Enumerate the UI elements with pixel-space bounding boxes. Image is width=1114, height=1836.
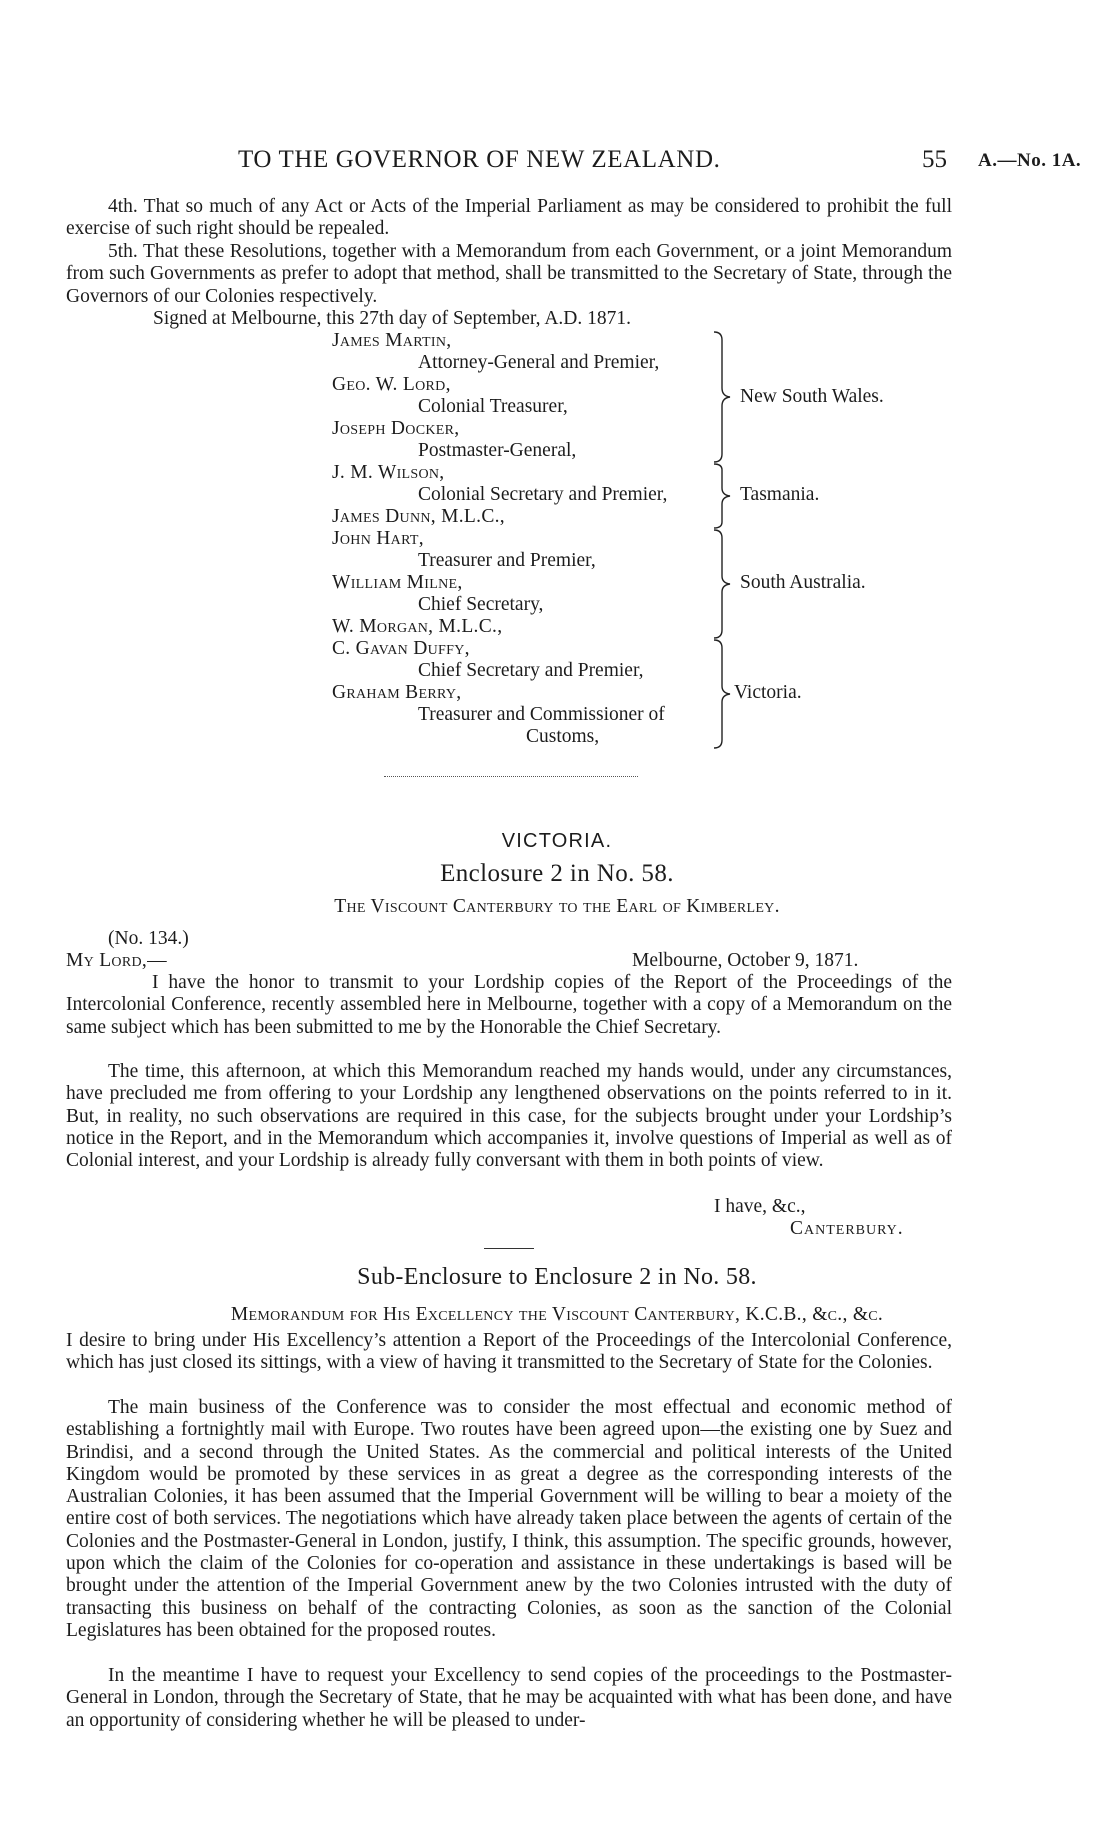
memorandum-paragraph-1: I desire to bring under His Excellency’s attention a Report of the Proceedings of the Intercolonial Conference, which has just closed its sittings, with a view of having it transmitted to the Secretary of State for the Colonies.: [66, 1330, 952, 1374]
page-header-title: TO THE GOVERNOR OF NEW ZEALAND.: [238, 146, 721, 173]
enclosure-subtitle: The Viscount Canterbury to the Earl of Kimberley.: [334, 896, 780, 917]
signatory-title: Chief Secretary and Premier,: [418, 660, 644, 681]
signatory-name: Geo. W. Lord,: [332, 374, 451, 395]
colony-label: South Australia.: [740, 572, 866, 593]
brace-victoria: [712, 638, 734, 750]
signatory-title: Colonial Secretary and Premier,: [418, 484, 668, 505]
signature: Canterbury.: [790, 1218, 904, 1239]
signatory-title: Chief Secretary,: [418, 594, 544, 615]
enclosure-title: Enclosure 2 in No. 58.: [440, 860, 674, 887]
resolution-4: 4th. That so much of any Act or Acts of the Imperial Parliament as may be considered to prohibit the full exercise of such right should be repealed.: [66, 196, 952, 240]
closing: I have, &c.,: [714, 1196, 806, 1217]
signatory-name: James Dunn, M.L.C.,: [332, 506, 505, 527]
memorandum-paragraph-3: In the meantime I have to request your Excellency to send copies of the proceedings to the Postmaster-General in London, through the Secretary of State, that he may be acquainted with what has been done, and have an opportunity of considering whether he will be pleased to under-: [66, 1665, 952, 1731]
place-date: Melbourne, October 9, 1871.: [632, 950, 859, 971]
sub-enclosure-subtitle: Memorandum for His Excellency the Viscount Canterbury, K.C.B., &c., &c.: [230, 1304, 884, 1325]
section-divider: [384, 776, 638, 777]
signed-line: Signed at Melbourne, this 27th day of September, A.D. 1871.: [153, 308, 631, 329]
signatory-title: Customs,: [526, 726, 600, 747]
colony-label: New South Wales.: [740, 386, 884, 407]
sub-enclosure-title: Sub-Enclosure to Enclosure 2 in No. 58.: [357, 1264, 757, 1290]
salutation: My Lord,—: [66, 950, 167, 971]
enclosure-paragraph-1: I have the honor to transmit to your Lordship copies of the Report of the Proceedings of the Intercolonial Conference, recently assembled here in Melbourne, together with a copy of a Memorandum on the same subject which has been submitted to me by the Honorable the Chief Secretary.: [66, 972, 952, 1038]
signatory-title: Colonial Treasurer,: [418, 396, 568, 417]
document-reference: A.—No. 1A.: [978, 150, 1082, 171]
brace-tasmania: [712, 462, 734, 530]
signatory-name: William Milne,: [332, 572, 463, 593]
colony-heading: VICTORIA.: [501, 830, 613, 852]
brace-new-south-wales: [712, 330, 734, 464]
signatory-name: C. Gavan Duffy,: [332, 638, 470, 659]
brace-south-australia: [712, 528, 734, 640]
signatory-name: John Hart,: [332, 528, 424, 549]
signatory-title: Treasurer and Commissioner of: [418, 704, 665, 725]
signatory-name: Joseph Docker,: [332, 418, 460, 439]
signatory-title: Treasurer and Premier,: [418, 550, 596, 571]
colony-label: Tasmania.: [740, 484, 820, 505]
signatory-name: Graham Berry,: [332, 682, 462, 703]
signatory-title: Attorney-General and Premier,: [418, 352, 660, 373]
despatch-number: (No. 134.): [108, 928, 189, 949]
page-number: 55: [922, 146, 947, 173]
memorandum-paragraph-2: The main business of the Conference was to consider the most effectual and economic method of establishing a fortnightly mail with Europe. Two routes have been agreed upon—the existing one by Suez and Brindisi, and a second through the United States. As the commercial and political interests of the United Kingdom would be promoted by these services in as great a degree as the corresponding interests of the Australian Colonies, it has been assumed that the Imperial Government will be willing to bear a moiety of the entire cost of both services. The negotiations which have already taken place between the agents of certain of the Colonies and the Postmaster-General in London, justify, I think, this assumption. The specific grounds, however, upon which the claim of the Colonies for co-operation and assistance in these undertakings is based will be brought under the attention of the Imperial Government anew by the two Colonies intrusted with the duty of transacting this business on behalf of the contracting Colonies, as soon as the sanction of the Colonial Legislatures has been obtained for the proposed routes.: [66, 1397, 952, 1641]
enclosure-paragraph-2: The time, this afternoon, at which this Memorandum reached my hands would, under any circumstances, have precluded me from offering to your Lordship any lengthened observations on the points referred to in it. But, in reality, no such observations are required in this case, for the subjects brought under your Lordship’s notice in the Report, and in the Memorandum which accompanies it, involve questions of Imperial as well as of Colonial interest, and your Lordship is already fully conversant with them in both points of view.: [66, 1061, 952, 1172]
signatory-name: W. Morgan, M.L.C.,: [332, 616, 503, 637]
signatory-name: J. M. Wilson,: [332, 462, 445, 483]
colony-label: Victoria.: [734, 682, 802, 703]
short-rule: [484, 1248, 534, 1249]
resolution-5: 5th. That these Resolutions, together with a Memorandum from each Government, or a joint Memorandum from such Governments as prefer to adopt that method, shall be transmitted to the Secretary of State, through the Governors of our Colonies respectively.: [66, 241, 952, 307]
signatory-name: James Martin,: [332, 330, 452, 351]
signatory-title: Postmaster-General,: [418, 440, 577, 461]
